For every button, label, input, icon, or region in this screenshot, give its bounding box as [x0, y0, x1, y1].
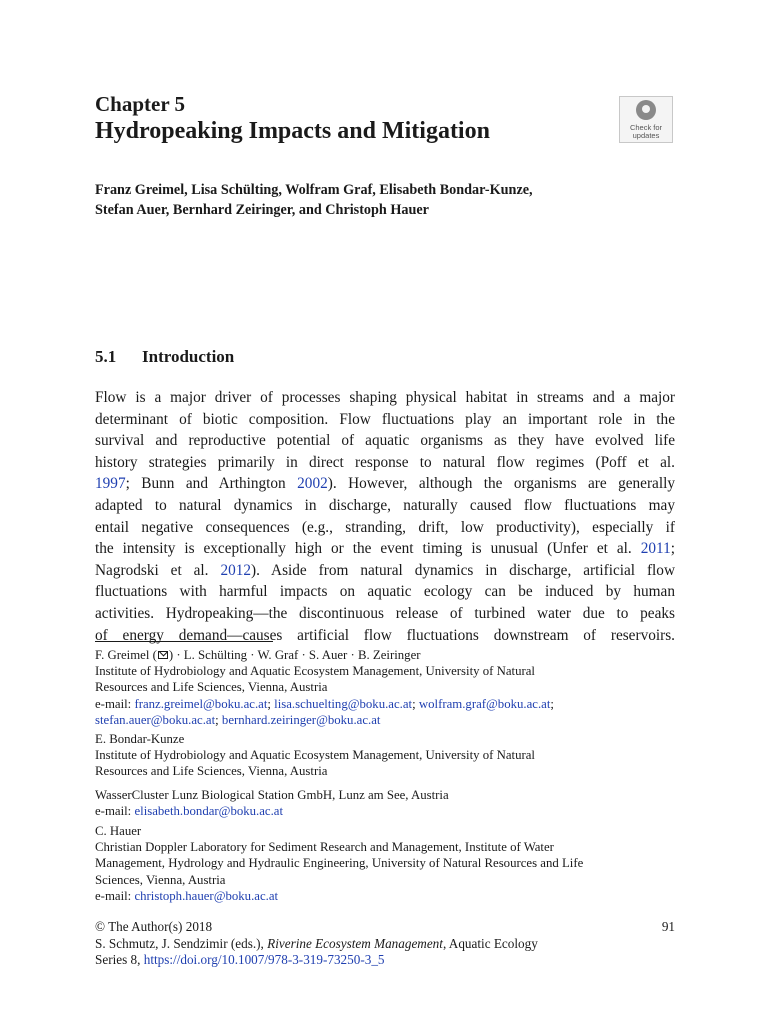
body-line: of energy demand—causes artificial flow fluctuations downstream of reservoirs. [95, 626, 675, 644]
footnote-divider [95, 641, 273, 642]
affiliation-institute: Resources and Life Sciences, Vienna, Austria [95, 764, 328, 779]
affiliation-institute: Christian Doppler Laboratory for Sediment Research and Management, Institute of Water [95, 840, 554, 855]
citation-link[interactable]: 2012 [220, 561, 252, 579]
affiliation-emails: e-mail: franz.greimel@boku.ac.at; lisa.schuelting@boku.ac.at; wolfram.graf@boku.ac.at; [95, 696, 554, 711]
check-for-updates-icon [636, 100, 656, 120]
body-line: entail negative consequences (e.g., stranding, drift, low productivity), especially if [95, 518, 675, 536]
body-line: survival and reproductive potential of aquatic organisms as they have evolved life [95, 432, 675, 450]
body-line: the intensity is exceptionally high or the event timing is unusual (Unfer et al. 2011; [95, 540, 675, 558]
body-line: Flow is a major driver of processes shaping physical habitat in streams and a major [95, 389, 675, 406]
affiliation-names: C. Hauer [95, 824, 142, 838]
body-line: determinant of biotic composition. Flow fluctuations play an important role in the [95, 410, 675, 428]
affiliation-emails: e-mail: elisabeth.bondar@boku.ac.at [95, 803, 284, 818]
author-line: Stefan Auer, Bernhard Zeiringer, and Christoph Hauer [95, 202, 429, 218]
doi-link[interactable]: https://doi.org/10.1007/978-3-319-73250-3_5 [143, 952, 385, 968]
affiliation-institute: Resources and Life Sciences, Vienna, Austria [95, 680, 328, 695]
author-line: Franz Greimel, Lisa Schülting, Wolfram Graf, Elisabeth Bondar-Kunze, [95, 182, 533, 198]
email-link[interactable]: christoph.hauer@boku.ac.at [134, 888, 279, 903]
citation-link[interactable]: 1997 [95, 475, 126, 493]
email-link[interactable]: wolfram.graf@boku.ac.at [418, 696, 551, 711]
citation-link[interactable]: 2002 [297, 475, 328, 493]
chapter-title: Hydropeaking Impacts and Mitigation [95, 118, 490, 144]
book-title: Riverine Ecosystem Management [267, 935, 443, 951]
badge-text: Check for updates [629, 123, 663, 140]
body-line: fluctuations with harmful impacts on aquatic ecology can be induced by human [95, 583, 675, 601]
email-link[interactable]: franz.greimel@boku.ac.at [134, 696, 268, 711]
author-list [95, 180, 533, 220]
affiliation-block [95, 731, 655, 819]
affiliation-emails: stefan.auer@boku.ac.at; bernhard.zeiringer@boku.ac.at [95, 712, 381, 727]
affiliation-block [95, 823, 655, 904]
affiliation-institute: Institute of Hydrobiology and Aquatic Ecosystem Management, University of Natural [95, 748, 535, 763]
section-heading [95, 346, 234, 368]
envelope-icon [158, 651, 168, 659]
email-link[interactable]: stefan.auer@boku.ac.at [95, 712, 216, 727]
citation-footer [95, 919, 675, 969]
page-number: 91 [661, 919, 675, 934]
affiliation-institute: Sciences, Vienna, Austria [95, 872, 226, 887]
affiliation-block [95, 647, 655, 728]
chapter-label: Chapter 5 [95, 92, 186, 116]
email-link[interactable]: lisa.schuelting@boku.ac.at [274, 696, 413, 711]
check-for-updates-badge[interactable] [619, 96, 673, 143]
affiliation-institute: Management, Hydrology and Hydraulic Engineering, University of Natural Resources and Life [95, 856, 584, 871]
affiliation-emails: e-mail: christoph.hauer@boku.ac.at [95, 888, 279, 903]
affiliation-institute: Institute of Hydrobiology and Aquatic Ecosystem Management, University of Natural [95, 664, 535, 679]
email-link[interactable]: bernhard.zeiringer@boku.ac.at [221, 712, 381, 727]
book-citation: S. Schmutz, J. Sendzimir (eds.), Riverine Ecosystem Management, Aquatic Ecology [95, 935, 538, 951]
affiliation-names: F. Greimel ( ) · L. Schülting · W. Graf · S. Auer · B. Zeiringer [95, 648, 421, 662]
body-line: activities. Hydropeaking—the discontinuous release of turbined water due to peaks [95, 604, 675, 622]
email-link[interactable]: elisabeth.bondar@boku.ac.at [134, 803, 284, 818]
affiliation-institute: WasserCluster Lunz Biological Station GmbH, Lunz am See, Austria [95, 787, 449, 802]
citation-link[interactable]: 2011 [640, 540, 671, 558]
body-line: 1997; Bunn and Arthington 2002). However, although the organisms are generally [95, 475, 675, 493]
affiliation-names: E. Bondar-Kunze [95, 732, 185, 746]
body-line: history strategies primarily in direct response to natural flow regimes (Poff et al. [95, 453, 675, 471]
body-paragraph [95, 387, 675, 646]
section-title: Introduction [142, 347, 235, 366]
copyright-notice: © The Author(s) 2018 [95, 919, 213, 934]
section-number: 5.1 [95, 347, 117, 366]
body-line: adapted to natural dynamics in discharge, naturally caused flow fluctuations may [95, 496, 675, 514]
book-citation: Series 8, https://doi.org/10.1007/978-3-319-73250-3_5 [95, 952, 385, 968]
body-line: Nagrodski et al. 2012). Aside from natural dynamics in discharge, artificial flow [95, 561, 675, 579]
